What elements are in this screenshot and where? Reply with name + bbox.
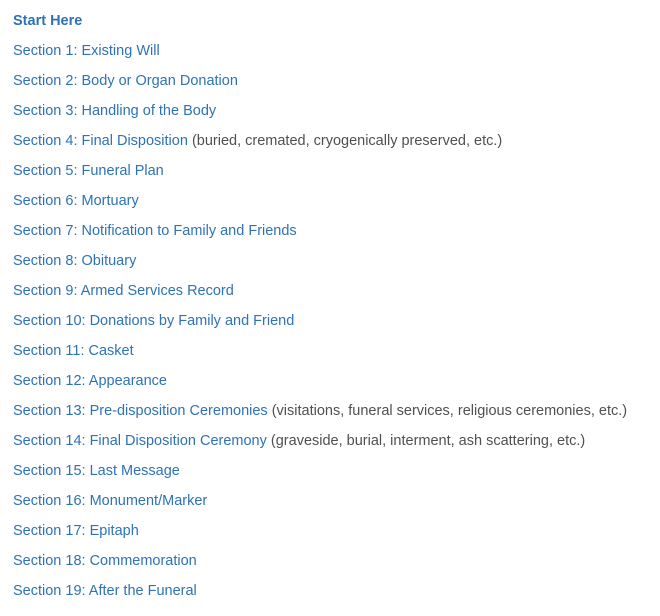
start-here-link[interactable]: Start Here (13, 13, 83, 29)
section-12-link[interactable]: Section 12: Appearance (13, 373, 167, 389)
section-14-link[interactable]: Section 14: Final Disposition Ceremony (13, 433, 267, 449)
section-15-link[interactable]: Section 15: Last Message (13, 463, 180, 479)
toc-item (13, 132, 627, 162)
toc-item (13, 522, 627, 552)
section-8-link[interactable]: Section 8: Obituary (13, 253, 137, 269)
section-17-link[interactable]: Section 17: Epitaph (13, 523, 139, 539)
toc-item (13, 192, 627, 222)
toc-item (13, 282, 627, 312)
section-2-link[interactable]: Section 2: Body or Organ Donation (13, 73, 238, 89)
toc-item (13, 222, 627, 252)
toc-item (13, 372, 627, 402)
section-19-link[interactable]: Section 19: After the Funeral (13, 583, 197, 599)
section-9-link[interactable]: Section 9: Armed Services Record (13, 283, 234, 299)
toc-item (13, 492, 627, 522)
toc-item (13, 102, 627, 132)
section-1-link[interactable]: Section 1: Existing Will (13, 43, 160, 59)
toc-item (13, 252, 627, 282)
section-6-link[interactable]: Section 6: Mortuary (13, 193, 139, 209)
section-10-link[interactable]: Section 10: Donations by Family and Friend (13, 313, 295, 329)
toc-item (13, 462, 627, 492)
section-4-note: (buried, cremated, cryogenically preserved, etc.) (191, 133, 503, 149)
section-11-link[interactable]: Section 11: Casket (13, 343, 134, 359)
section-5-link[interactable]: Section 5: Funeral Plan (13, 163, 164, 179)
section-14-note: (graveside, burial, interment, ash scattering, etc.) (270, 433, 586, 449)
section-18-link[interactable]: Section 18: Commemoration (13, 553, 197, 569)
toc-item (13, 582, 627, 612)
section-13-note: (visitations, funeral services, religious ceremonies, etc.) (271, 403, 628, 419)
section-3-link[interactable]: Section 3: Handling of the Body (13, 103, 217, 119)
section-16-link[interactable]: Section 16: Monument/Marker (13, 493, 208, 509)
toc-item (13, 552, 627, 582)
table-of-contents (13, 12, 627, 612)
section-13-link[interactable]: Section 13: Pre-disposition Ceremonies (13, 403, 268, 419)
toc-item (13, 312, 627, 342)
toc-item-start (13, 12, 627, 42)
toc-item (13, 432, 627, 462)
toc-item (13, 162, 627, 192)
toc-item (13, 402, 627, 432)
toc-item (13, 342, 627, 372)
toc-item (13, 42, 627, 72)
section-7-link[interactable]: Section 7: Notification to Family and Friends (13, 223, 297, 239)
section-4-link[interactable]: Section 4: Final Disposition (13, 133, 188, 149)
toc-item (13, 72, 627, 102)
